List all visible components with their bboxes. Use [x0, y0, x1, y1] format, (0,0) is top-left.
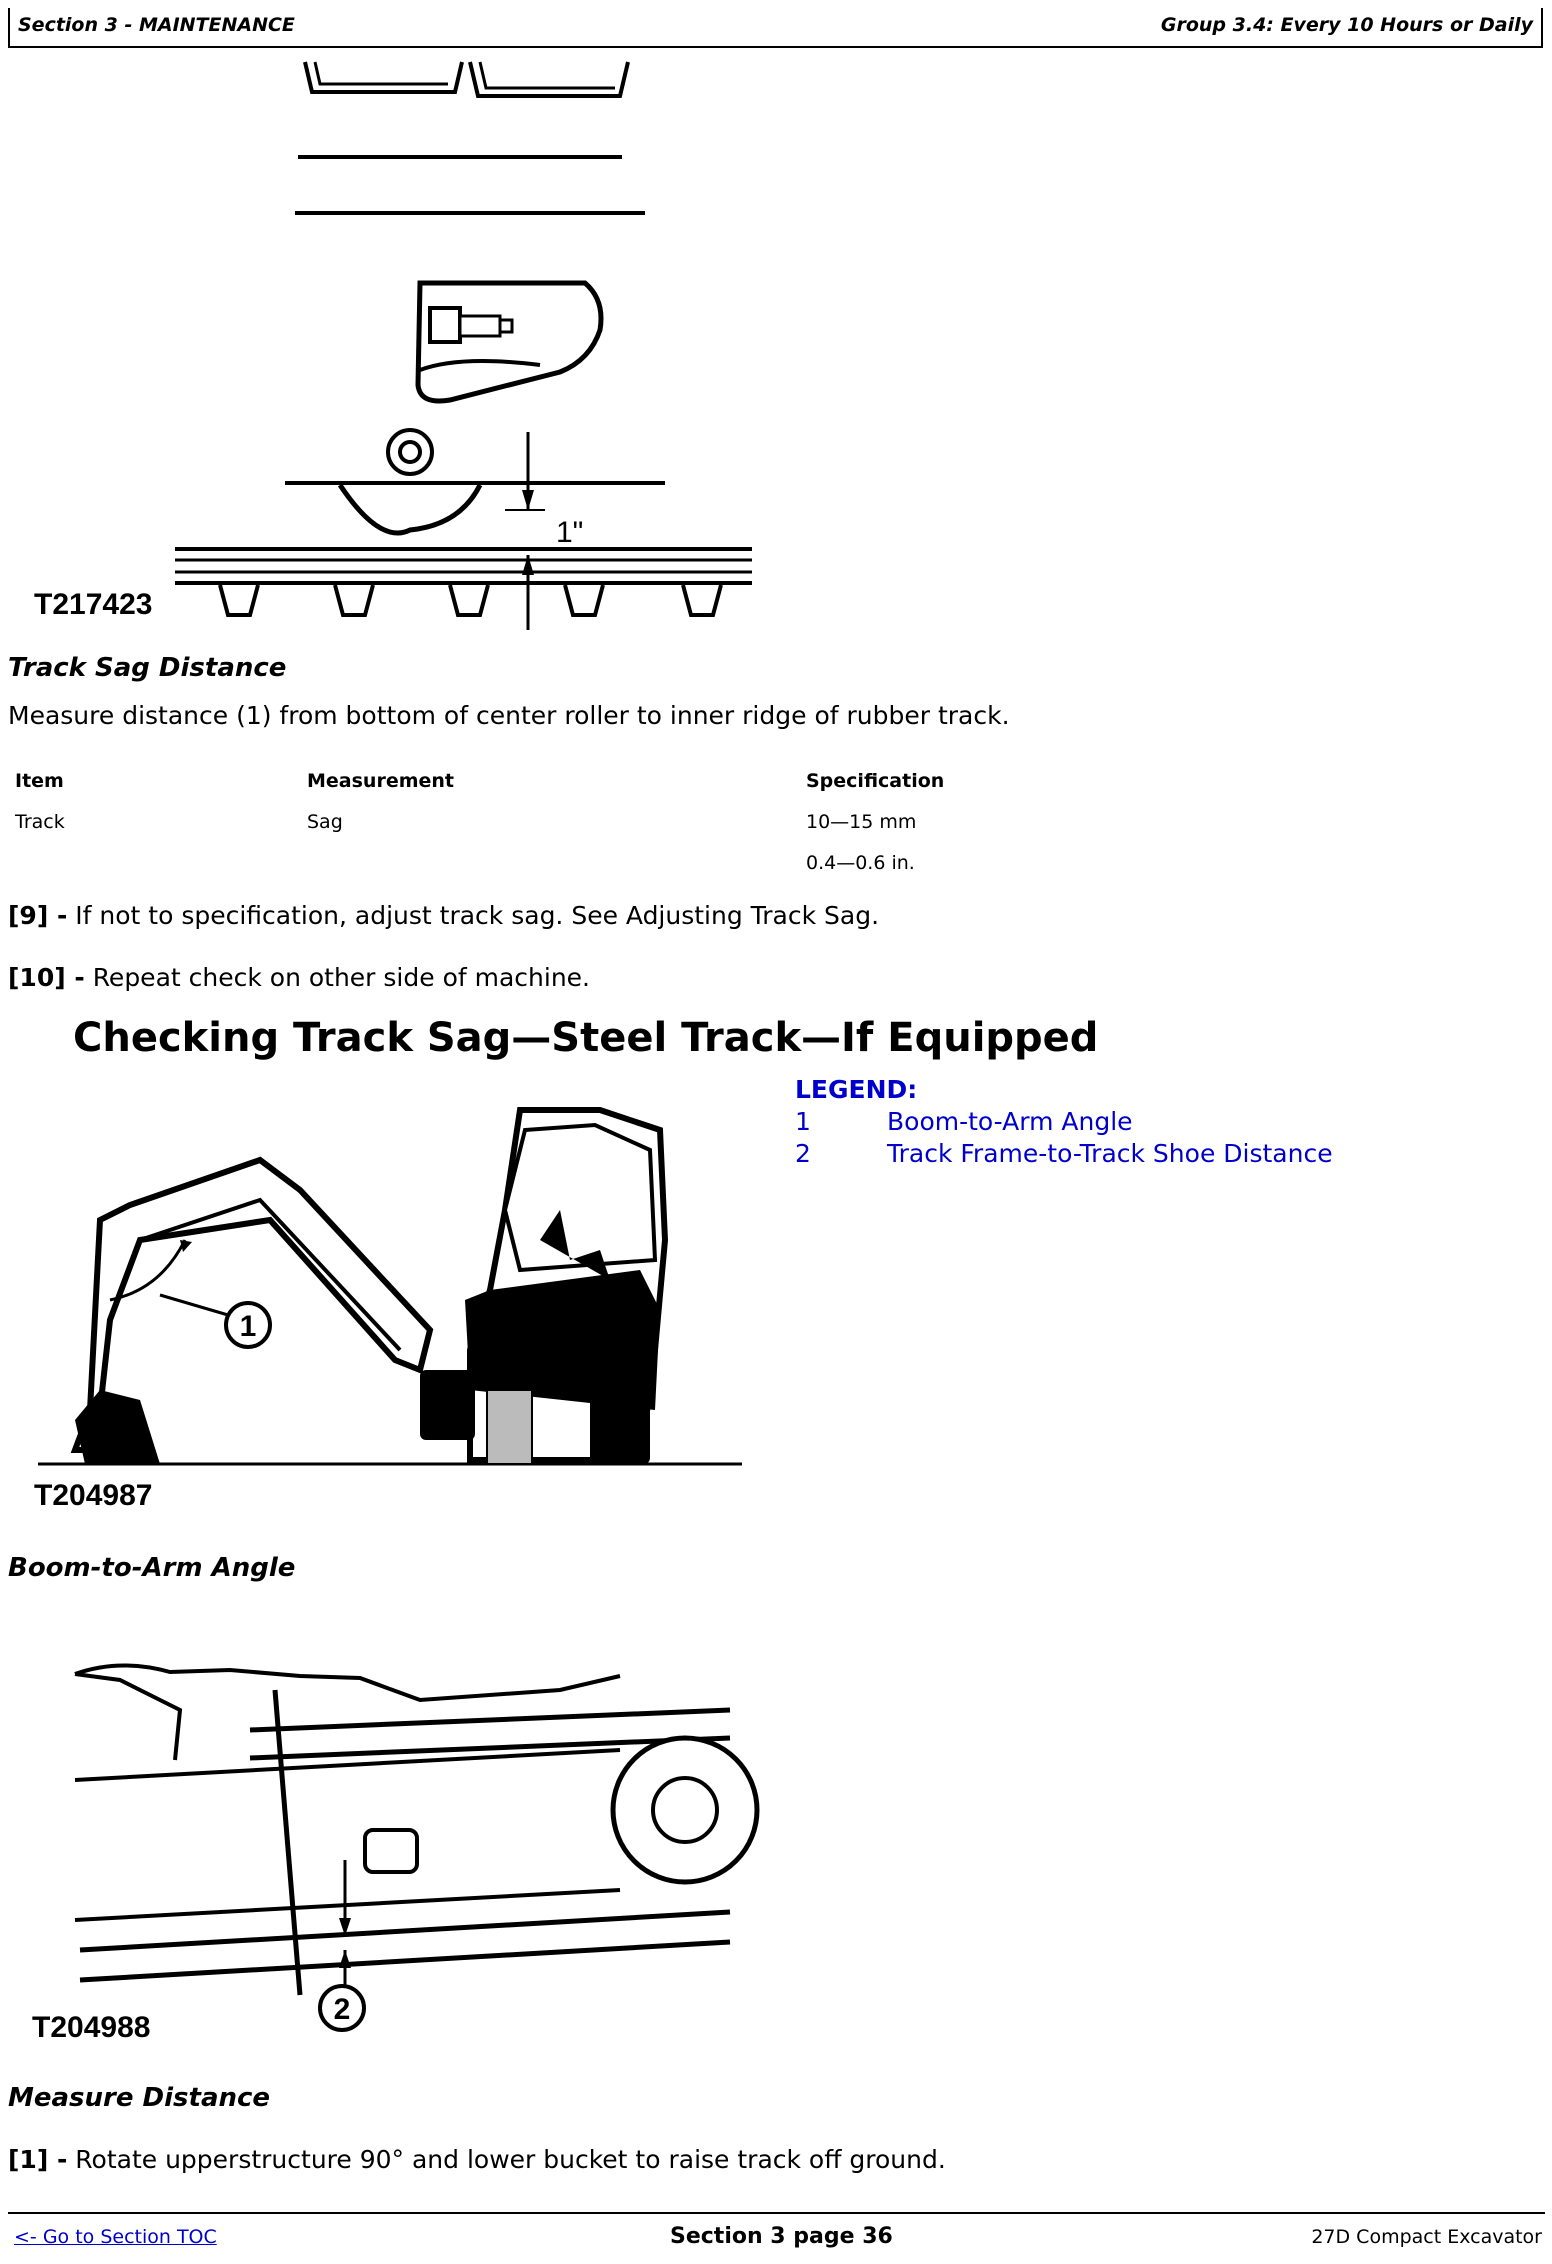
legend-num: 1 — [795, 1107, 811, 1136]
section-toc-link[interactable]: <- Go to Section TOC — [14, 2226, 217, 2248]
figure1-label: T217423 — [34, 588, 153, 621]
table-header-measurement: Measurement — [307, 770, 454, 792]
header-group: Group 3.4: Every 10 Hours or Daily — [1160, 14, 1533, 36]
legend-item-2 — [795, 1139, 811, 1168]
legend-label-1: Boom-to-Arm Angle — [887, 1107, 1133, 1136]
table-header-specification: Specification — [806, 770, 945, 792]
section-title: Checking Track Sag—Steel Track—If Equipped — [73, 1015, 1099, 1061]
table-cell-item: Track — [15, 811, 65, 833]
step-9 — [8, 901, 879, 930]
figure3-caption: Measure Distance — [8, 2083, 271, 2113]
figure3-label: T204988 — [32, 2011, 151, 2044]
legend-title: LEGEND: — [795, 1075, 918, 1104]
track-sag-diagram — [0, 0, 760, 640]
table-cell-spec-imperial: 0.4—0.6 in. — [806, 852, 915, 874]
intro-text: Measure distance (1) from bottom of center roller to inner ridge of rubber track. — [8, 701, 1010, 730]
step-1 — [8, 2145, 946, 2174]
steel-track-diagram — [0, 1650, 760, 2050]
table-cell-spec-metric: 10—15 mm — [806, 811, 917, 833]
dimension-label: 1" — [556, 516, 584, 549]
legend-num: 2 — [795, 1139, 811, 1168]
step-text: Rotate upperstructure 90° and lower bucket to raise track off ground. — [75, 2145, 946, 2174]
model-name: 27D Compact Excavator — [1311, 2226, 1542, 2248]
step-number: [10] - — [8, 963, 85, 992]
page-number: Section 3 page 36 — [670, 2224, 893, 2249]
step-10 — [8, 963, 590, 992]
step-number: [9] - — [8, 901, 68, 930]
step-number: [1] - — [8, 2145, 68, 2174]
table-header-item: Item — [15, 770, 64, 792]
step-text: Repeat check on other side of machine. — [92, 963, 591, 992]
legend-label-2: Track Frame-to-Track Shoe Distance — [887, 1139, 1333, 1168]
header-section: Section 3 - MAINTENANCE — [18, 14, 295, 36]
figure2-caption: Boom-to-Arm Angle — [8, 1553, 296, 1583]
footer-divider — [8, 2212, 1545, 2214]
excavator-diagram — [0, 1090, 760, 1510]
figure1-caption: Track Sag Distance — [8, 653, 287, 683]
legend-item-1 — [795, 1107, 811, 1136]
callout-2: 2 — [333, 1993, 351, 2026]
step-text: If not to specification, adjust track sag. See Adjusting Track Sag. — [75, 901, 880, 930]
callout-1: 1 — [239, 1310, 257, 1343]
table-cell-measurement: Sag — [307, 811, 343, 833]
figure2-label: T204987 — [34, 1479, 153, 1512]
